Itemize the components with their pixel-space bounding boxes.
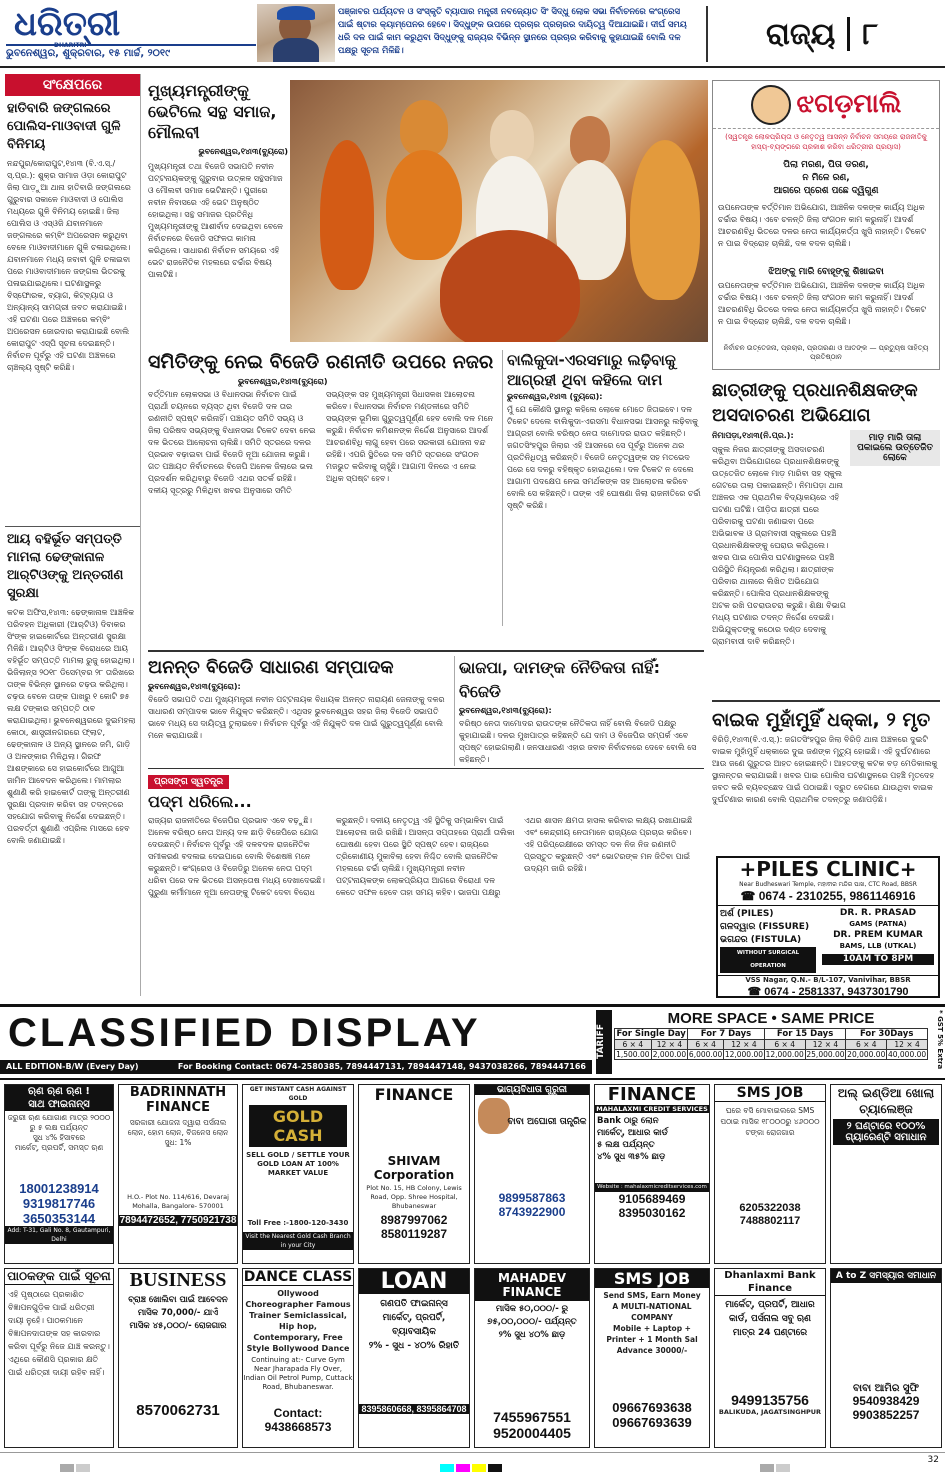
ad-title: ଅଲ୍ ଇଣ୍ଡିଆ ଖୋଲା ଚ୍ୟାଲେଞ୍ଜ <box>837 1086 935 1116</box>
piles-doctor-1: DR. R. PRASAD <box>839 908 917 918</box>
balikuda-headline: ବାଲିକୁଦା-ଏରସମାରୁ ଲଢ଼ିବାକୁ ଆଗ୍ରହୀ ଥିବା କହିଲେ ଦାମ <box>507 351 676 389</box>
ad-phone: 8987997062 8580119287 <box>380 1213 448 1241</box>
ad-company: SHIVAM Corporation <box>373 1154 455 1182</box>
ad-address: Add: T-31, Gali No. 8, Gautampuri, Delhi <box>5 1226 113 1244</box>
piles-doctor-2: DR. PREM KUMAR <box>833 930 923 940</box>
brief-headline-1: ହାତିବାରି ଜଙ୍ଗଲରେ ପୋଲିସ-ମାଓବାଦୀ ଗୁଳି ବିନିମୟ <box>7 101 121 152</box>
ad-name: ବାବା ଆମିର ସୁଫି <box>852 1383 920 1394</box>
bjp-headline: ଭାଜପା, ଦାମଙ୍କ ନୈତିକତା ନାହିଁ: ବିଜେଡି <box>459 658 660 701</box>
ad-title: GOLD CASH <box>249 1105 347 1147</box>
feature-headline: ପଦ୍ମ ଧରିଲେ... <box>148 792 252 811</box>
ad-body: ଜରୁରୀ ଋଣ ଯୋଗାଣ ମାତ୍ର ୨୦୦୦ ରୁ ୫ ଲକ୍ଷ ପର୍ଯ୍ୟନ୍ତ ସୁଧ ୪% ହିସାବରେ ମାର୍କେଟ୍, ପ୍ରପର୍ଟି, ସମସ୍ତ ଋଣ <box>7 1113 111 1152</box>
brief-body-1: ନନ୍ଦପୁର/କୋରାପୁଟ,୧୪ା୩ (ବି.ଏ.ସ୍./ସ୍.ପ୍ର.): ଶୁକ୍ର ସାମାଜ ଓଡ଼ା କୋରାପୁଟ ଜିଲା ପାଡ଼ୁଆ ଥାନା ହାତିବାରି ଜଙ୍ଗଲରେ ଗୁରୁବାର ସକାଳେ ମାଓବାଦୀ ଓ ପୋଲିସ ମଧ୍ୟରେ ଗୁଳି ବିନିମୟ ହୋଇଛି। ଜିଲା ପୋଲିସ ଓ ଏସ୍‌ଓଜି ଯବାନମାନେ ଜଙ୍ଗଲରେ କମ୍ବିଂ ଅପରେସନ କରୁଥିବା ବେଳେ ମାଓବାଦୀମାନେ ଗୁଳି ଚଳାଇଥିଲେ। ଯବାନମାନେ ମଧ୍ୟ ଜବାବୀ ଗୁଳି ଚଳାଇବା ପରେ ମାଓବାଦୀମାନେ ଜଙ୍ଗଲ ଭିତରକୁ ପଳାଇଯାଇଥିଲେ। ଘଟଣାସ୍ଥଳରୁ ବିସ୍ଫୋରକ, ବ୍ୟାଗ, କିଟ୍‌ବ୍ୟାଗ ଓ ଅନ୍ୟାନ୍ୟ ସାମଗ୍ରୀ ଜବତ କରାଯାଇଛି। ଏହି ଘଟଣା ପରେ ଅଞ୍ଚଳରେ କମ୍ବିଂ ଅପରେସନ ଜୋରଦାର କରାଯାଇଛି ବୋଲି କୋରାପୁଟ ଏସ୍‌ପି ସୂଚନା ଦେଇଛନ୍ତି। ନିର୍ବାଚନ ପୂର୍ବରୁ ଏହି ଘଟଣା ଅଞ୍ଚଳରେ ଚାଞ୍ଚଲ୍ୟ ସୃଷ୍ଟି କରିଛି। <box>7 159 131 372</box>
tariff-period: For 30Days <box>846 1029 928 1040</box>
bjp-story <box>454 656 704 766</box>
bike-headline: ବାଇକ ମୁହାଁମୁହିଁ ଧକ୍କା, ୨ ମୃତ <box>712 709 931 731</box>
section-title: ରାଜ୍ୟ <box>765 16 836 52</box>
tariff-price: 6,000.00 <box>688 1050 723 1059</box>
samiti-dateline: ଭୁବନେଶ୍ୱର,୧୪ା୩(ବ୍ୟୁରୋ) <box>238 377 328 386</box>
section-header <box>706 6 936 62</box>
feature-story <box>148 768 704 995</box>
ad-phone: 7455967551 9520004405 <box>493 1409 571 1441</box>
piles-no-surgery: WITHOUT SURGICAL OPERATION <box>720 947 816 973</box>
section-label: ସଂକ୍ଷେପରେ <box>5 74 140 96</box>
ad-title: LOAN <box>359 1269 469 1294</box>
ad-title: FINANCE <box>607 1084 697 1105</box>
tariff-table <box>614 1010 928 1074</box>
brief-headline-2: ଆୟ ବହିର୍ଭୂତ ସମ୍ପତ୍ତି ମାମଲା ଢେଙ୍କାନାଳ ଆର୍‌ଟିଓଙ୍କୁ ଅନ୍ତରୀଣ ସୁରକ୍ଷା <box>7 532 124 601</box>
dateline: ଭୁବନେଶ୍ୱର, ଶୁକ୍ରବାର, ୧୫ ମାର୍ଚ୍ଚ, ୨୦୧୯ <box>6 44 256 59</box>
ananta-story <box>148 656 448 742</box>
piles-service-2: ଗଳଦ୍ୱାର (FISSURE) <box>720 922 810 932</box>
ad-dhanlaxmi <box>714 1268 826 1448</box>
ad-body: ମାର୍କେଟ୍, ପ୍ରପର୍ଟି, ଆଧାର କାର୍ଡ, ପର୍ସନାଲ ସବୁ ଋଣ ମାତ୍ର 24 ଘଣ୍ଟାରେ <box>725 1300 815 1338</box>
ad-phone: 8395860668, 8395864708 <box>359 1404 469 1414</box>
ad-body: ସରକାରୀ ଯୋଜନା ଦ୍ୱାରା ପର୍ସନାଲ ଲୋନ, ହୋମ ଲୋନ, ବିଜନେସ ଲୋନ ସୁଧ: 1% <box>127 1118 229 1147</box>
chhatri-pullquote: ମାଡ଼ ମାରି ତାଲା ପକାଇଲେ ଉତ୍ତେଜିତ ଲୋକେ <box>850 430 940 466</box>
lead-body: ମୁଖ୍ୟମନ୍ତ୍ରୀ ତଥା ବିଜେଡି ସଭାପତି ନବୀନ ପଟ୍ଟନାୟକଙ୍କୁ ଗୁରୁବାର ଉତ୍କଳ ସନ୍ଥସମାଜ ଓ ମୌଲବୀ ସମାଜ ଭେଟିଛନ୍ତି। ପୁରୀରେ ନବୀନ ନିବାସରେ ଏହି ଭେଟ ଅନୁଷ୍ଠିତ ହୋଇଥିଲା। ସନ୍ଥ ସମାଜର ପ୍ରତିନିଧି ମୁଖ୍ୟମନ୍ତ୍ରୀଙ୍କୁ ଆଶୀର୍ବାଦ ଦେଇଥିବା ବେଳେ ନିର୍ବାଚନରେ ବିଜେଡି ସଫଳତା କାମନା କରିଥିଲେ। ସାଧାରଣ ନିର୍ବାଚନ ସମୟରେ ଏହି ଭେଟ ରାଜନୈତିକ ମହଲରେ ଚର୍ଚ୍ଚାର ବିଷୟ ପାଲଟିଛି। <box>148 162 283 279</box>
ad-badrinnath <box>118 1084 238 1264</box>
ad-phone: 18001238914 9319817746 3650353144 <box>19 1181 99 1226</box>
footer-page-number: 32 <box>927 1455 939 1465</box>
jhagada-verse: ପିଲା ମରଣ, ପିତା ଡରଣ, ନ ମିଳେ ରଣ, ଆଗରେ ପ୍ରେଶ ପଛେ ଦ୍ୱିଗୁଣ <box>773 160 879 196</box>
tariff-size: 6 × 4 <box>846 1040 887 1050</box>
ananta-headline: ଅନନ୍ତ ବିଜେଡି ସାଧାରଣ ସମ୍ପାଦକ <box>148 657 394 678</box>
ad-loan <box>358 1268 470 1448</box>
color-registration-bar <box>0 1452 945 1472</box>
ad-title: SMS JOB <box>595 1269 709 1288</box>
chhatri-headline: ଛାତ୍ରୀଙ୍କୁ ପ୍ରଧାନଶିକ୍ଷକଙ୍କ ଅସଦାଚରଣ ଅଭିଯୋଗ <box>712 380 918 426</box>
newspaper-logo: ଧରିତ୍ରୀ DHARITRI <box>14 4 121 49</box>
tariff-price: 25,000.00 <box>806 1050 845 1059</box>
piles-doctor-2-qual: BAMS, LLB (UTKAL) <box>839 942 917 950</box>
ad-body: ବ୍ରାଞ୍ଚ ଖୋଲିବା ପାଇଁ ଆବେଦନ ମାସିକ 70,000/- ଯାଏଁ ମାସିକ ୪୫,୦୦୦/- ରୋଜଗାର <box>128 1295 228 1331</box>
ad-title: FINANCE <box>374 1085 454 1104</box>
piles-clinic-ad <box>716 856 940 998</box>
left-column <box>5 74 141 996</box>
ad-body: ୨ ଘଣ୍ଟାରେ ୧୦୦% ଗ୍ୟାରେଣ୍ଟି ସମାଧାନ <box>833 1119 939 1145</box>
ad-sms-job-2 <box>594 1268 710 1448</box>
ad-title: ଭାଗ୍ୟବିଧାତା ଗୁରୁଜୀ <box>475 1085 589 1095</box>
ad-title: ଋଣ ଋଣ ଋଣ ! ସାଥ ଫାଇନାନ୍ସ <box>5 1085 113 1111</box>
ad-company: MAHALAXMI CREDIT SERVICES <box>596 1105 708 1113</box>
samiti-headline: ସମିତିଙ୍କୁ ନେଇ ବିଜେଡି ରଣନୀତି ଉପରେ ନଜର <box>148 351 494 373</box>
piles-phone-2: ☎ 0674 - 2581337, 9437301790 <box>747 986 909 998</box>
chhatri-story <box>712 378 940 694</box>
tariff-price: 12,000.00 <box>724 1050 763 1059</box>
tariff-price: 40,000.00 <box>887 1050 927 1059</box>
chhatri-body: ସ୍କୁଲ ନିଜର ଛାତ୍ରୀଙ୍କୁ ଅସଦାଚରଣ କରିଥିବା ଅଭିଯୋଗରେ ପ୍ରଧାନଶିକ୍ଷକଙ୍କୁ ଉତ୍ତେଜିତ ଲୋକେ ମାଡ଼ ମାରିବା ସହ ସ୍କୁଲ ଗେଟରେ ତାଲା ପକାଇଛନ୍ତି। ନିମାପଡ଼ା ଥାନା ଅଞ୍ଚଳର ଏକ ପ୍ରାଥମିକ ବିଦ୍ୟାଳୟରେ ଏହି ଘଟଣା ଘଟିଛି। ପୀଡ଼ିତା ଛାତ୍ରୀ ଘରେ ପରିବାରକୁ ଘଟଣା ଜଣାଇବା ପରେ ଅଭିଭାବକ ଓ ଗ୍ରାମବାସୀ ସ୍କୁଲରେ ପହଞ୍ଚି ପ୍ରଧାନଶିକ୍ଷକଙ୍କୁ ଘେରାଉ କରିଥିଲେ। ଖବର ପାଇ ପୋଲିସ ଘଟଣାସ୍ଥଳରେ ପହଞ୍ଚି ପରିସ୍ଥିତି ନିୟନ୍ତ୍ରଣ କରିଥିଲା। ଛାତ୍ରୀଙ୍କ ପରିବାର ଥାନାରେ ଲିଖିତ ଅଭିଯୋଗ କରିଛନ୍ତି। ପୋଲିସ ପ୍ରଧାନଶିକ୍ଷକଙ୍କୁ ଅଟକ ରଖି ପଚରାଉଚରା କରୁଛି। ଶିକ୍ଷା ବିଭାଗ ମଧ୍ୟ ଘଟଣାର ତଦନ୍ତ ନିର୍ଦ୍ଦେଶ ଦେଇଛି। ଅଭିଯୁକ୍ତଙ୍କୁ କଠୋର ଦଣ୍ଡ ଦେବାକୁ ଗ୍ରାମବାସୀ ଦାବି କରିଛନ୍ତି। <box>712 445 846 646</box>
ad-title: BADRINNATH FINANCE <box>129 1085 227 1115</box>
ad-body: ଏହି ପୃଷ୍ଠାରେ ପ୍ରକାଶିତ ବିଜ୍ଞାପନଗୁଡ଼ିକ ପାଇଁ ଧରିତ୍ରୀ ଦାୟୀ ନୁହେଁ। ପାଠକମାନେ ବିଜ୍ଞାପନଦାତାଙ୍କ ସହ କାରବାର କରିବା ପୂର୍ବରୁ ନିଜେ ଯାଞ୍ଚ କରନ୍ତୁ। ଏଥିରେ କୌଣସି ପ୍ରକାର କ୍ଷତି ପାଇଁ ଧରିତ୍ରୀ ଦାୟୀ ରହିବ ନାହିଁ। <box>8 1290 110 1377</box>
tariff-period: For 7 Days <box>688 1029 765 1040</box>
ad-title: MAHADEV FINANCE <box>475 1269 589 1301</box>
ad-title: ପାଠକଙ୍କ ପାଇଁ ସୂଚନା <box>5 1269 113 1285</box>
ad-body: Send SMS, Earn Money A MULTI-NATIONAL COMPANY Mobile + Laptop + Printer + 1 Month Sal Advance 30000/- <box>603 1291 701 1355</box>
tariff-price: 12,000.00 <box>765 1050 804 1059</box>
top-news-photo <box>257 4 335 62</box>
tariff-size: 12 × 4 <box>805 1040 846 1050</box>
ad-dance-class <box>242 1268 354 1448</box>
ad-address: Plot No. 15, HB Colony, Lewis Road, Opp. Shree Hospital, Bhubaneswar <box>366 1184 462 1210</box>
ad-body: Bank ଠାରୁ ଲୋନ ମାର୍କେଟ୍, ଆଧାର କାର୍ଡ ୫ ଲକ୍ଷ ପର୍ଯ୍ୟନ୍ତ ୪% ସୁଧ ୩୫% ଛାଡ଼ <box>597 1116 668 1162</box>
ananta-body: ବିଜେଡି ସଭାପତି ତଥା ମୁଖ୍ୟମନ୍ତ୍ରୀ ନବୀନ ପଟ୍ଟନାୟକ ବିଧାୟକ ଅନନ୍ତ ନାରାୟଣ ଜେନାଙ୍କୁ ଦଳର ସାଧାରଣ ସମ୍ପାଦକ ଭାବେ ନିଯୁକ୍ତ କରିଛନ୍ତି। ଏଥିସହ ଭୁବନେଶ୍ୱର ସହର ଜିଲା ବିଜେଡି ସଭାପତି ଭାବେ ମଧ୍ୟ ସେ ଦାୟିତ୍ୱ ତୁଲାଇବେ। ନିର୍ବାଚନ ପୂର୍ବରୁ ଏହି ନିଯୁକ୍ତି ଦଳ ପାଇଁ ଗୁରୁତ୍ୱପୂର୍ଣ୍ଣ ବୋଲି ମନେ କରାଯାଉଛି। <box>148 695 445 740</box>
ad-address: H.O.- Plot No. 114/616, Devaraj Mohalla, Bangalore- 570001 <box>127 1193 229 1210</box>
jhagada-body: ଉପନେତାଙ୍କ ବର୍ତ୍ତିମାନ ଅଭିଯୋଗ, ଆଞ୍ଚଳିକ ଦଳଙ୍କ କାର୍ଯ୍ୟ ଅଧିକ ଚର୍ଚ୍ଚାର ବିଷୟ। ଏବେ ଚଳନ୍ତି ଜିଲା ସଂଗଠନ କାମ କରୁନାହିଁ। ଆଦର୍ଶ ଆଚରଣବିଧି ଭିତରେ ଦଳର ନେତା କାର୍ଯ୍ୟକର୍ତ୍ତା ଖୁସି ନାହାନ୍ତି। ଟିକେଟ ନ ପାଇ ବିଦ୍ରୋହ ଚାଲିଛି, ଦଳ ବଦଳ ଚାଲିଛି। <box>718 203 927 248</box>
ad-body: SELL GOLD / SETTLE YOUR GOLD LOAN AT 100% MARKET VALUE <box>246 1151 350 1177</box>
samiti-story <box>148 350 496 635</box>
ad-baba-aghori <box>474 1084 590 1264</box>
jhagada-footer: ନିର୍ବାଚନ ଉତ୍ତେଜନା, ପ୍ରଚାର, ପ୍ରତାରଣା ଓ ଆତଙ୍କ — ପ୍ରତ୍ୟୁଷ ସାହିତ୍ୟ ପ୍ରତିଷ୍ଠାନ <box>723 344 929 361</box>
tariff-size: 6 × 4 <box>764 1040 805 1050</box>
ad-title: SMS JOB <box>715 1085 825 1102</box>
piles-title: +PILES CLINIC+ <box>739 857 917 881</box>
jhagada-title: ଝଗଡ଼ମାଲି <box>796 89 902 119</box>
ad-address: BALIKUDA, JAGATSINGHPUR <box>718 1408 822 1416</box>
tariff-size: 12 × 4 <box>887 1040 928 1050</box>
ad-phone: 7894472652, 7750921738 <box>119 1215 237 1226</box>
lead-headline: ମୁଖ୍ୟମନ୍ତ୍ରୀଙ୍କୁ ଭେଟିଲେ ସନ୍ଥ ସମାଜ, ମୌଲବୀ <box>148 81 277 142</box>
bike-body: ବିରିଡ଼ି,୧୪ା୩(ବି.ଏ.ସ୍.): ଜଗତସିଂହପୁର ଜିଲା ବିରିଡ଼ି ଥାନା ଅଞ୍ଚଳରେ ଦୁଇଟି ବାଇକ ମୁହାଁମୁହିଁ ଧକ୍କାରେ ଦୁଇ ଜଣଙ୍କ ମୃତ୍ୟୁ ହୋଇଛି। ଏହି ଦୁର୍ଘଟଣାରେ ଆଉ ଜଣେ ଗୁରୁତର ଆହତ ହୋଇଛନ୍ତି। ଆହତଙ୍କୁ କଟକ ବଡ଼ ମେଡିକାଲକୁ ସ୍ଥାନାନ୍ତର କରାଯାଇଛି। ଖବର ପାଇ ପୋଲିସ ଘଟଣାସ୍ଥଳରେ ପହଞ୍ଚି ମୃତଦେହ ଜବତ କରି ବ୍ୟବଚ୍ଛେଦ ପାଇଁ ପଠାଇଛି। ଦ୍ରୁତ ବେଗରେ ଯାଉଥିବା ବାଇକ ଦୁର୍ଘଟଣାର କାରଣ ବୋଲି ପ୍ରାଥମିକ ତଦନ୍ତରୁ ଜଣାପଡ଼ିଛି। <box>712 735 938 804</box>
tariff-price: 1,500.00 <box>616 1050 650 1059</box>
bjp-dateline: ଭୁବନେଶ୍ୱର,୧୪ା୩(ବ୍ୟୁରୋ): <box>459 706 552 715</box>
ad-title: A to Z ସମସ୍ୟାର ସମାଧାନ <box>831 1269 941 1283</box>
ad-business <box>118 1268 238 1448</box>
tariff-label: TARIFF <box>596 1010 612 1074</box>
ad-phone: Toll Free :-1800-120-3430 <box>247 1219 349 1227</box>
jhagada-mali-box <box>712 80 940 370</box>
ananta-dateline: ଭୁବନେଶ୍ୱର,୧୪ା୩(ବ୍ୟୁରୋ): <box>148 682 241 691</box>
ad-body: Ollywood Choreographer Famous Trainer Semiclassical, Hip hop, Contemporary, Free Style Bollywood Dance <box>245 1289 351 1353</box>
classified-booking: For Booking Contact: 0674-2580385, 7894447131, 7894447148, 9437038266, 7894447166 <box>177 1062 586 1071</box>
ad-gold-cash <box>242 1084 354 1264</box>
lead-photo <box>290 80 708 342</box>
ad-top-line: GET INSTANT CASH AGAINST GOLD <box>249 1086 347 1102</box>
piles-service-1: ଅର୍ଶ (PILES) <box>720 909 774 919</box>
piles-address-2: VSS Nagar, Q.N.- B/L-107, Vanivihar, BBSR <box>718 975 938 985</box>
feature-label: ପ୍ରସଙ୍ଗ ସ୍ୱତନ୍ତ୍ର <box>148 775 229 789</box>
ad-body: ମାସିକ ୫୦,୦୦୦/- ରୁ ୭୫,୦୦,୦୦୦/- ପର୍ଯ୍ୟନ୍ତ ୨% ସୁଧ ୪୦% ଛାଡ଼ <box>487 1304 577 1340</box>
tariff-size: 6 × 4 <box>615 1040 652 1050</box>
ad-phone: 09667693638 09667693639 <box>612 1400 692 1430</box>
page-number: ୮ <box>862 16 878 52</box>
ad-phone: 9105689469 8395030162 <box>618 1192 686 1220</box>
masthead <box>0 0 945 68</box>
classified-title: CLASSIFIED DISPLAY <box>8 1011 481 1055</box>
top-news-text: ପଞ୍ଜାବର ପର୍ଯ୍ୟଟନ ଓ ସଂସ୍କୃତି ବ୍ୟାପାର ମନ୍ତ୍ରୀ ନବଜ୍ୟୋତ ସିଂ ସିଦ୍ଧୁ ଲୋକ ସଭା ନିର୍ବାଚନରେ କଂଗ୍ରେସ ପାଇଁ ଷ୍ଟାର କ୍ୟାମ୍ପେନର ହେବେ। ସିଦ୍ଧୁଙ୍କ ଉପରେ ପ୍ରଚାର ପ୍ରଚାରର ଦାୟିତ୍ୱ ଦିଆଯାଇଛି। ଦୀର୍ଘ ସମୟ ଧରି ଦଳ ପାଇଁ କାମ କରୁଥିବା ସିଦ୍ଧୁଙ୍କୁ ରାଜ୍ୟର ବିଭିନ୍ନ ସ୍ଥାନରେ ପ୍ରଚାର କରିବାକୁ କୁହାଯାଇଛି ବୋଲି ଦଳ ପକ୍ଷରୁ ସୂଚନା ମିଳିଛି। <box>338 7 687 56</box>
tariff-period: For 15 Days <box>764 1029 846 1040</box>
classified-booking-bar <box>0 1060 592 1074</box>
balikuda-body: ମୁଁ ଯେ କୌଣସି ସ୍ଥାନରୁ କହିଲେ ଲୋକେ ମୋତେ ଜିତାଇବେ। ଦଳ ଟିକେଟ ଦେଲେ ବାଲିକୁଦା-ଏରସମା ବିଧାନସଭା ଆସନରୁ ଲଢ଼ିବାକୁ ଆଗ୍ରହୀ ବୋଲି ବରିଷ୍ଠ ନେତା ଦାମୋଦର ରାଉତ କହିଛନ୍ତି। ଜଗତସିଂହପୁର ଜିଲାର ଏହି ଆସନରେ ସେ ପୂର୍ବରୁ ଅନେକ ଥର ପ୍ରତିନିଧିତ୍ୱ କରିଛନ୍ତି। ବିଜେଡି ନେତୃତ୍ୱଙ୍କ ସହ ମତଭେଦ ପରେ ସେ ଦଳରୁ ବହିଷ୍କୃତ ହୋଇଥିଲେ। ଦଳ ଟିକେଟ ନ ଦେଲେ ଆଗାମୀ ପଦକ୍ଷେପ ନେଇ ସମର୍ଥକଙ୍କ ସହ ଆଲୋଚନା କରିବେ ବୋଲି ସେ କହିଛନ୍ତି। ତାଙ୍କ ଏହି ଘୋଷଣା ଜିଲା ରାଜନୀତିରେ ଚର୍ଚ୍ଚା ସୃଷ୍ଟି କରିଛି। <box>507 405 701 510</box>
lead-story <box>148 80 288 321</box>
brief-body-2: କଟକ ଅଫିସ,୧୪ା୩: ଢେଙ୍କାନାଳ ଆଞ୍ଚଳିକ ପରିବହନ ଅଧିକାରୀ (ଆର୍‌ଟିଓ) ଦିବାକର ସିଂଙ୍କ ହାଇକୋର୍ଟରେ ଅନ୍ତରୀଣ ସୁରକ୍ଷା ମିଳିଛି। ଆର୍‌ଟିଓ ସିଂଙ୍କ ବିରୋଧରେ ଆୟ ବହିର୍ଭୂତ ସମ୍ପତ୍ତି ମାମଲା ରୁଜୁ ହୋଇଥିଲା। ଭିଜିଲାନ୍ସ ୨୦୧୮ ଡିସେମ୍ବର ୨୮ ତାରିଖରେ ତାଙ୍କ ବିଭିନ୍ନ ସ୍ଥାନରେ ଚଢ଼ଉ କରିଥିଲା। ଚଢ଼ଉ ବେଳେ ତାଙ୍କ ପାଖରୁ ୧ କୋଟି ୭୫ ଲକ୍ଷ ଟଙ୍କାର ସମ୍ପତ୍ତି ଠାବ କରାଯାଇଥିଲା। ଭୁବନେଶ୍ୱରରେ ଦୁଇମହଲା କୋଠା, ଶାସ୍ତ୍ରୀନଗରରେ ଫ୍ଲାଟ, ଢେଙ୍କାନାଳ ଓ ଅନ୍ୟ ସ୍ଥାନରେ ଜମି, ଗାଡ଼ି ଓ ଅଳଙ୍କାର ମିଳିଥିଲା। ଗିରଫ ଆଶଙ୍କାରେ ସେ ହାଇକୋର୍ଟରେ ଆଗୁଆ ଜାମିନ ଆବେଦନ କରିଥିଲେ। ମାମଲାର ଶୁଣାଣି କରି ହାଇକୋର୍ଟ ତାଙ୍କୁ ଅନ୍ତରୀଣ ସୁରକ୍ଷା ପ୍ରଦାନ କରିବା ସହ ତଦନ୍ତରେ ସହଯୋଗ କରିବାକୁ ନିର୍ଦ୍ଦେଶ ଦେଇଛନ୍ତି। ପରବର୍ତ୍ତୀ ଶୁଣାଣି ଏପ୍ରିଲ ମାସରେ ହେବ ବୋଲି ଜଣାଯାଇଛି। <box>7 608 136 845</box>
bike-story <box>712 700 940 852</box>
balikuda-dateline: ଭୁବନେଶ୍ୱର,୧୪ା୩ (ବ୍ୟୁରୋ): <box>507 392 603 401</box>
tariff-headline: MORE SPACE • SAME PRICE <box>667 1010 875 1027</box>
ad-mahadev-finance <box>474 1268 590 1448</box>
ad-name: ବାବା ଅଘୋରୀ ତାନ୍ତ୍ରିକ <box>507 1117 587 1127</box>
ad-shivam-finance <box>358 1084 470 1264</box>
bjp-body: ବରିଷ୍ଠ ନେତା ଦାମୋଦର ରାଉତଙ୍କ ନୈତିକତା ନାହିଁ ବୋଲି ବିଜେଡି ପକ୍ଷରୁ କୁହାଯାଇଛି। ଦଳର ମୁଖପାତ୍ର କହିଛନ୍ତି ଯେ ଦାମ ଓ ବିଜେପିର ସମ୍ପର୍କ ଏବେ ସ୍ପଷ୍ଟ ହୋଇଗଲାଣି। ଜନସାଧାରଣ ଏହାର ଜବାବ ନିର୍ବାଚନରେ ଦେବେ ବୋଲି ସେ କହିଛନ୍ତି। <box>459 719 697 764</box>
ad-body <box>359 1104 469 1154</box>
ad-phone: 9540938429 9903852257 <box>852 1394 920 1422</box>
tariff-price: 20,000.00 <box>847 1050 886 1059</box>
ad-phone: 9499135756 <box>731 1392 809 1408</box>
ad-all-india-challenge <box>830 1084 942 1264</box>
piles-timing: 10AM TO 8PM <box>822 954 934 965</box>
ad-baba-amir <box>830 1268 942 1448</box>
chhatri-dateline: ନିମାପଡ଼ା,୧୪ା୩(ନି.ପ୍ର.): <box>712 431 794 440</box>
piles-service-3: ଭଗନ୍ଦର (FISTULA) <box>720 935 802 945</box>
ad-sms-job <box>714 1084 826 1264</box>
ad-phone: 6205322038 7488802117 <box>739 1202 801 1227</box>
ad-mahalaxmi <box>594 1084 710 1264</box>
tariff-size: 12 × 4 <box>651 1040 688 1050</box>
lead-dateline: ଭୁବନେଶ୍ୱର,୧୪ା୩(ବ୍ୟୁରୋ) <box>198 147 288 156</box>
classified-edition: ALL EDITION-B/W (Every Day) <box>6 1062 139 1071</box>
ad-phone: 9899587863 8743922900 <box>498 1191 566 1219</box>
samiti-body: ବର୍ତ୍ତିମାନ ଲୋକସଭା ଓ ବିଧାନସଭା ନିର୍ବାଚନ ପାଇଁ ପ୍ରାର୍ଥୀ ଚୟନରେ ବ୍ୟସ୍ତ ଥିବା ବିଜେଡି ଦଳ ତାର ରଣନୀତି ସ୍ପଷ୍ଟ କରିନାହିଁ। ପଞ୍ଚାୟତ ସମିତି ସଭ୍ୟ ଓ ଜିଲା ପରିଷଦ ସଭ୍ୟଙ୍କୁ ବିଧାନସଭା ଟିକେଟ ଦେବା ନେଇ ଦଳ ଭିତରେ ଆଲୋଚନା ଚାଲିଛି। ସମିତି ସ୍ତରରେ ଦଳର ପ୍ରଭାବ ବଢ଼ାଇବା ପାଇଁ ବିଜେଡି ନୂଆ ଯୋଜନା କରୁଛି। ଗତ ପଞ୍ଚାୟତ ନିର୍ବାଚନରେ ବିଜେପି ଅନେକ ଜିଲାରେ ଭଲ ପ୍ରଦର୍ଶନ କରିଥିବାରୁ ବିଜେଡି ଏଥର ସତର୍କ ରହିଛି। ଦଳୀୟ ସୂତ୍ରରୁ ମିଳିଥିବା ଖବର ଅନୁସାରେ ସମିତି ସଭ୍ୟଙ୍କ ସହ ମୁଖ୍ୟମନ୍ତ୍ରୀ ସିଧାସଳଖ ଆଲୋଚନା କରିବେ। ବିଧାନସଭା ନିର୍ବାଚନ ମଣ୍ଡଳୀରେ ସମିତି ସଭ୍ୟଙ୍କ ଭୂମିକା ଗୁରୁତ୍ୱପୂର୍ଣ୍ଣ ହେବ ବୋଲି ଦଳ ମନେ କରୁଛି। ନିର୍ବାଚନ କମିଶନଙ୍କ ନିର୍ଦ୍ଦେଶ ଅନୁସାରେ ଆଦର୍ଶ ଆଚରଣବିଧି ଲାଗୁ ହେବା ପରେ ସରକାରୀ ଯୋଜନା ବନ୍ଦ ରହିଛି। ଏପରି ସ୍ଥିତିରେ ଦଳ ସମିତି ସ୍ତରରେ ସଂଗଠନ ମଜଭୁତ କରିବାକୁ ଚାହୁଁଛି। ଆଗାମୀ ଦିନରେ ଏ ନେଇ ଅଧିକ ସ୍ପଷ୍ଟ ହେବ। <box>148 390 494 495</box>
ad-footer: Visit the Nearest Gold Cash Branch in your City <box>243 1232 353 1250</box>
tariff-size: 6 × 4 <box>688 1040 724 1050</box>
feature-body: ରାଜ୍ୟର ରାଜନୀତିରେ ବିଜେପିର ପ୍ରଭାବ ଏବେ ବଢ଼ୁଛି। ଅନେକ ବରିଷ୍ଠ ନେତା ଅନ୍ୟ ଦଳ ଛାଡ଼ି ବିଜେପିରେ ଯୋଗ ଦେଉଛନ୍ତି। ନିର୍ବାଚନ ପୂର୍ବରୁ ଏହି ଦଳବଦଳ ରାଜନୈତିକ ସମୀକରଣ ବଦଳାଇ ଦେଇପାରେ ବୋଲି ବିଶେଷଜ୍ଞ ମନେ କରୁଛନ୍ତି। କଂଗ୍ରେସ ଓ ବିଜେଡିରୁ ଅନେକ ନେତା ପଦ୍ମ ଧରିବା ପରେ ଦଳ ଭିତରେ ଅସନ୍ତୋଷ ମଧ୍ୟ ଦେଖାଦେଇଛି। ପୁରୁଣା କର୍ମୀମାନେ ନୂଆ ନେତାଙ୍କୁ ଟିକେଟ ଦେବା ବିରୋଧ କରୁଛନ୍ତି। ଦଳୀୟ ନେତୃତ୍ୱ ଏହି ସ୍ଥିତିକୁ ସମ୍ଭାଳିବା ପାଇଁ ଆଲୋଚନା ଜାରି ରଖିଛି। ଆସନ୍ତା ସପ୍ତାହରେ ପ୍ରାର୍ଥୀ ତାଲିକା ଘୋଷଣା ହେବା ପରେ ସ୍ଥିତି ସ୍ପଷ୍ଟ ହେବ। ରାଜ୍ୟରେ ତ୍ରିକୋଣୀୟ ମୁକାବିଲା ହେବା ନିଶ୍ଚିତ ବୋଲି ରାଜନୈତିକ ମହଲରେ ଚର୍ଚ୍ଚା ଚାଲିଛି। ମୁଖ୍ୟମନ୍ତ୍ରୀ ନବୀନ ପଟ୍ଟନାୟକଙ୍କ ଲୋକପ୍ରିୟତା ଆଗରେ ବିରୋଧୀ ଦଳ କେତେ ସଫଳ ହେବେ ତାହା ସମୟ କହିବ। ଭାଜପା ପକ୍ଷରୁ ଏଥର ଶାସନ କ୍ଷମତା ହାସଲ କରିବାର ଲକ୍ଷ୍ୟ ରଖାଯାଇଛି ଏବଂ କେନ୍ଦ୍ରୀୟ ନେତାମାନେ ରାଜ୍ୟରେ ପ୍ରଚାର କରିବେ। ଏହି ପରିପ୍ରେକ୍ଷୀରେ ସମସ୍ତ ଦଳ ନିଜ ନିଜ ରଣନୀତି ପ୍ରସ୍ତୁତ କରୁଛନ୍ତି ଏବଂ ଭୋଟରଙ୍କ ମନ ଜିତିବା ପାଇଁ ଉଦ୍ୟମ ଜାରି ରହିଛି। <box>148 816 693 898</box>
ad-title: BUSINESS <box>129 1269 227 1291</box>
tariff-price: 2,000.00 <box>652 1050 687 1059</box>
ad-address: Continuing at:- Curve Gym Near Jharapada Fly Over, Indian Oil Petrol Pump, Cuttack Road, Bhubaneswar. <box>243 1356 353 1391</box>
tariff-period: For Single Day <box>616 1029 686 1039</box>
ad-website: Website : mahalaxmicreditservices.com <box>595 1183 709 1192</box>
ad-title: Dhanlaxmi Bank Finance <box>715 1269 825 1296</box>
ad-body: ଗଣପତି ଫାଇନାନ୍ସ ମାର୍କେଟ୍, ପ୍ରପର୍ଟି, ବ୍ୟାବସାୟିକ ୨% - ସୁଧ - ୪୦% ରିହାତି <box>368 1299 460 1351</box>
piles-doctor-1-qual: GAMS (PATNA) <box>849 920 907 928</box>
balikuda-story <box>502 350 704 626</box>
ad-saath-finance <box>4 1084 114 1264</box>
jhagada-body-2: ଉପନେତାଙ୍କ ବର୍ତ୍ତିମାନ ଅଭିଯୋଗ, ଆଞ୍ଚଳିକ ଦଳଙ୍କ କାର୍ଯ୍ୟ ଅଧିକ ଚର୍ଚ୍ଚାର ବିଷୟ। ଏବେ ଚଳନ୍ତି ଜିଲା ସଂଗଠନ କାମ କରୁନାହିଁ। ଆଦର୍ଶ ଆଚରଣବିଧି ଭିତରେ ଦଳର ନେତା କାର୍ଯ୍ୟକର୍ତ୍ତା ଖୁସି ନାହାନ୍ତି। ଟିକେଟ ନ ପାଇ ବିଦ୍ରୋହ ଚାଲିଛି, ଦଳ ବଦଳ ଚାଲିଛି। <box>718 281 927 326</box>
ad-phone: Contact: 9438668573 <box>264 1406 332 1434</box>
piles-address: Near Budheswari Temple, ମହାବୀର ମନ୍ଦିର ପାଖ, CTC Road, BBSR <box>739 881 917 888</box>
ad-body: ଘରେ ବସି ମୋବାଇଲରେ SMS ପଠାଇ ମାସିକ ୧୮୦୦୦ରୁ ୪୬୦୦୦ ଟଙ୍କା ରୋଜଗାର <box>720 1106 820 1137</box>
ad-phone: 8570062731 <box>136 1402 220 1419</box>
piles-phone-1: ☎ 0674 - 2310255, 9861146916 <box>740 889 916 903</box>
tariff-size: 12 × 4 <box>724 1040 765 1050</box>
cartoon-icon <box>751 85 791 125</box>
gst-note: * GST 5% Extra <box>936 1010 944 1070</box>
ad-readers-notice <box>4 1268 114 1448</box>
jhagada-subtitle: (ସ୍ୱତନ୍ତ୍ର ଲୋକପ୍ରିୟତା ଓ ନେତୃତ୍ୱ ଆସନ୍ନ ନିର୍ବାଚନ ସମୟରେ ରାଜନୀତିକୁ ହାସ୍ୟ-ବ୍ୟଙ୍ଗରେ ପ୍ରକାଶ କରିବା ଧରିତ୍ରୀର ପ୍ରୟାସ) <box>725 133 927 151</box>
ad-title: DANCE CLASS <box>243 1269 353 1285</box>
jhagada-verse-2: ଝିଅଙ୍କୁ ମାରି ବୋହୂଙ୍କୁ ଶିଖାଇବା <box>768 267 884 277</box>
